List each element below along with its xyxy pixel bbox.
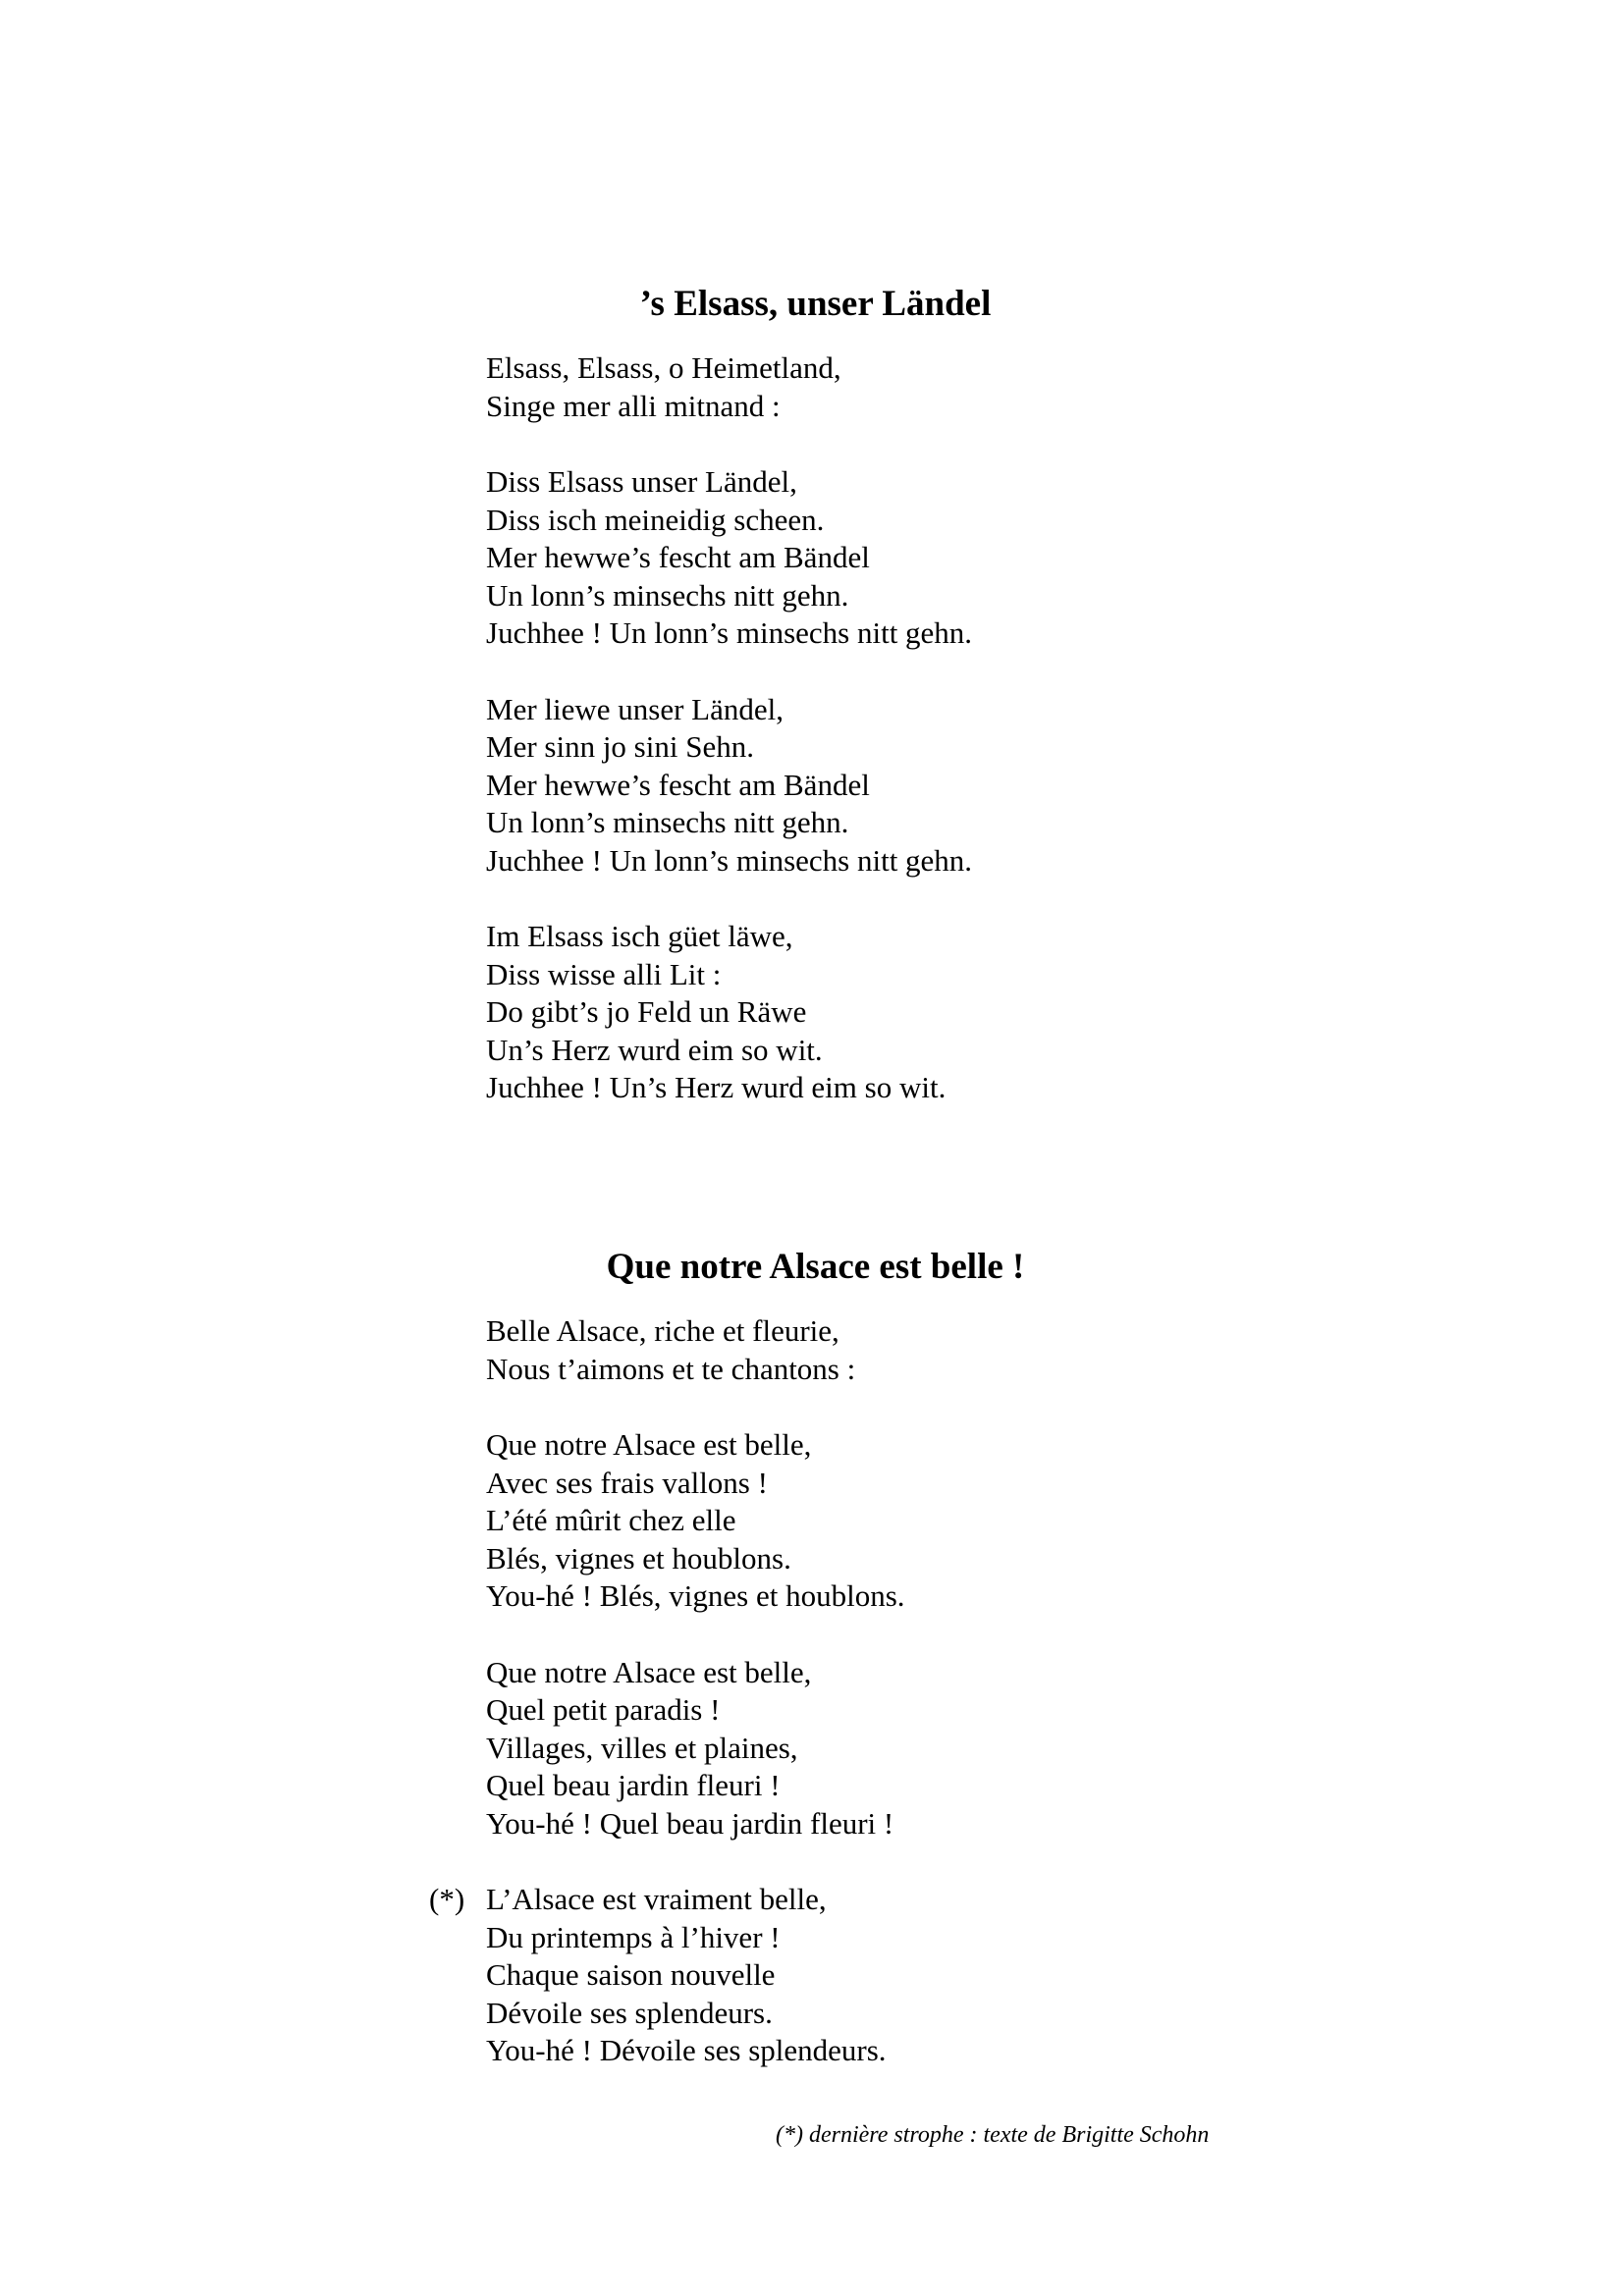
footnote-marker: (*) — [429, 1882, 465, 1916]
verse-line: Quel beau jardin fleuri ! — [486, 1768, 781, 1802]
verse-line: Mer hewwe’s fescht am Bändel — [486, 767, 870, 802]
verse-line: L’Alsace est vraiment belle, — [486, 1882, 827, 1916]
verse-line: Juchhee ! Un lonn’s minsechs nitt gehn. — [486, 615, 973, 650]
stanza — [486, 1654, 1623, 1843]
song-title: ’s Elsass, unser Ländel — [639, 284, 992, 324]
verse-line: Mer sinn jo sini Sehn. — [486, 729, 754, 764]
verse-line: Juchhee ! Un lonn’s minsechs nitt gehn. — [486, 842, 973, 878]
verse-line: Avec ses frais vallons ! — [486, 1465, 768, 1500]
stanza — [486, 1426, 1623, 1616]
verse-line: You-hé ! Dévoile ses splendeurs. — [486, 2033, 887, 2067]
stanza — [429, 1881, 1623, 2070]
verse-line: Mer liewe unser Ländel, — [486, 691, 784, 726]
verse-line: Que notre Alsace est belle, — [486, 1427, 812, 1462]
verse-line: Nous t’aimons et te chantons : — [486, 1351, 856, 1386]
verse-line: Diss wisse alli Lit : — [486, 956, 722, 991]
stanza — [486, 1312, 1623, 1388]
verse-line: Belle Alsace, riche et fleurie, — [486, 1313, 839, 1348]
verse-line: You-hé ! Blés, vignes et houblons. — [486, 1578, 905, 1613]
verse-line: Un lonn’s minsechs nitt gehn. — [486, 577, 849, 613]
footnote: (*) dernière strophe : texte de Brigitte Schohn — [776, 2122, 1210, 2148]
verse-line: L’été mûrit chez elle — [486, 1503, 736, 1537]
verse-line: Mer hewwe’s fescht am Bändel — [486, 540, 870, 574]
verse-line: Dévoile ses splendeurs. — [486, 1995, 773, 2030]
stanza — [486, 349, 1623, 425]
verse-line: Villages, villes et plaines, — [486, 1730, 798, 1765]
verse-line: Diss isch meineidig scheen. — [486, 502, 825, 537]
verse-line: Du printemps à l’hiver ! — [486, 1919, 781, 1954]
verse-line: You-hé ! Quel beau jardin fleuri ! — [486, 1805, 894, 1841]
song-elsass — [0, 282, 1623, 1146]
verse-line: Chaque saison nouvelle — [486, 1957, 776, 1992]
song-stanzas — [486, 349, 1623, 1107]
song-title: Que notre Alsace est belle ! — [606, 1247, 1025, 1287]
verse-line: Un lonn’s minsechs nitt gehn. — [486, 805, 849, 839]
verse-line: Que notre Alsace est belle, — [486, 1654, 812, 1689]
stanza — [486, 463, 1623, 653]
song-alsace — [0, 1245, 1623, 2109]
verse-line: Singe mer alli mitnand : — [486, 388, 781, 423]
verse-line: Elsass, Elsass, o Heimetland, — [486, 350, 841, 385]
verse-line: Un’s Herz wurd eim so wit. — [486, 1032, 823, 1067]
verse-line: Im Elsass isch güet läwe, — [486, 919, 793, 953]
verse-line: Juchhee ! Un’s Herz wurd eim so wit. — [486, 1070, 947, 1104]
verse-line: Quel petit paradis ! — [486, 1692, 721, 1727]
song-stanzas — [429, 1312, 1623, 2070]
verse-line: Blés, vignes et houblons. — [486, 1540, 791, 1575]
stanza — [486, 918, 1623, 1107]
verse-line: Diss Elsass unser Ländel, — [486, 464, 797, 499]
stanza — [486, 691, 1623, 881]
verse-line: Do gibt’s jo Feld un Räwe — [486, 994, 807, 1029]
